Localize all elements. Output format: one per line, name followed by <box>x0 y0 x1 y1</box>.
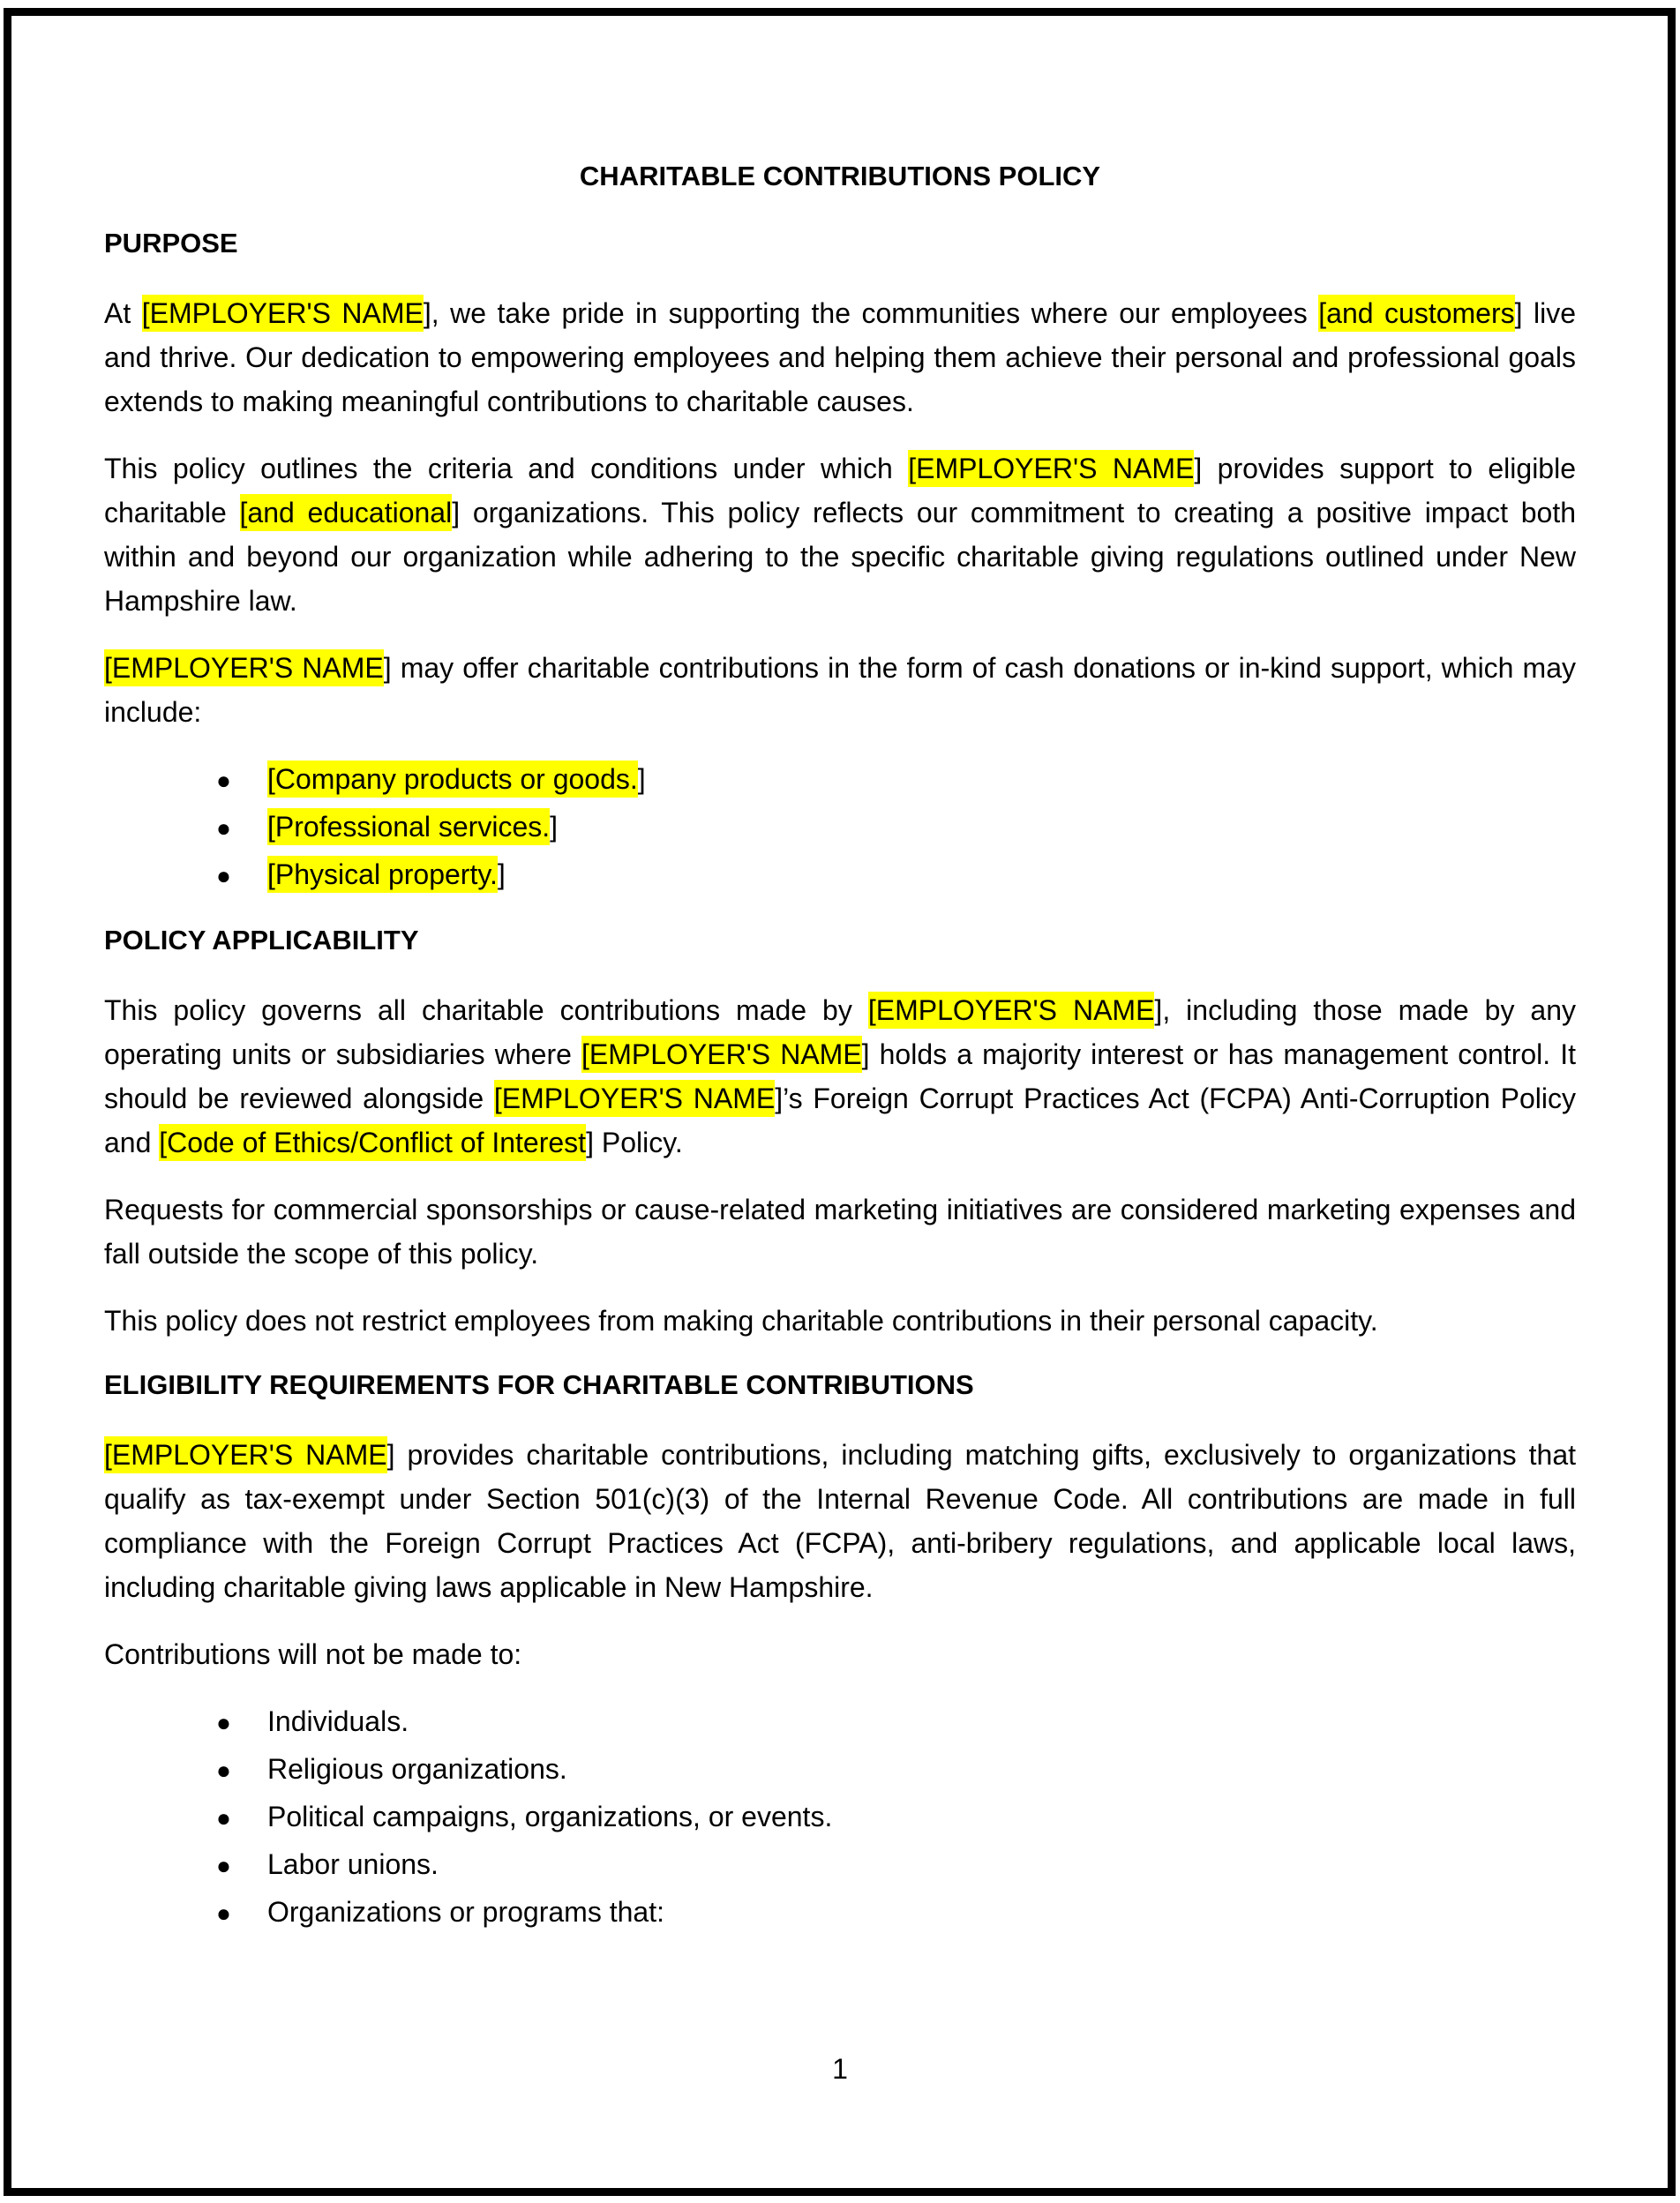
highlighted-text: [EMPLOYER'S NAME <box>868 992 1155 1029</box>
list-item-text <box>267 852 1576 896</box>
list-item-text: Individuals. <box>267 1705 409 1737</box>
list-item <box>104 852 1576 898</box>
paragraph-eligibility <box>104 1433 1576 1609</box>
highlighted-text: [and customers <box>1318 295 1514 332</box>
text-run: This policy governs all charitable contributions made by <box>104 994 868 1026</box>
highlighted-text: [Code of Ethics/Conflict of Interest <box>159 1124 586 1161</box>
text-run: ], we take pride in supporting the communities where our employees <box>423 297 1319 329</box>
list-item <box>104 757 1576 803</box>
heading-purpose: PURPOSE <box>104 228 238 259</box>
bullet-icon: ● <box>216 1852 231 1879</box>
exclusions-list <box>104 1699 1576 1936</box>
inkind-support-list <box>104 757 1576 898</box>
text-run: ] Policy. <box>586 1127 683 1158</box>
list-item <box>104 1699 1576 1745</box>
highlighted-text: [EMPLOYER'S NAME <box>142 295 424 332</box>
list-item <box>104 1795 1576 1840</box>
bullet-icon: ● <box>216 814 231 842</box>
text-run: Contributions will not be made to: <box>104 1638 522 1670</box>
list-item <box>104 1890 1576 1936</box>
heading-eligibility: ELIGIBILITY REQUIREMENTS FOR CHARITABLE CONTRIBUTIONS <box>104 1369 974 1400</box>
list-item <box>104 805 1576 850</box>
text-run: Requests for commercial sponsorships or cause-related marketing initiatives are considered marketing expenses and fall outside the scope of this policy. <box>104 1194 1576 1270</box>
document-content <box>104 161 1576 1939</box>
highlighted-text: [Professional services. <box>267 808 550 845</box>
text-run: At <box>104 297 142 329</box>
bullet-icon: ● <box>216 767 231 794</box>
list-item-text: Political campaigns, organizations, or events. <box>267 1801 833 1832</box>
list-item-text <box>267 805 1576 849</box>
list-item <box>104 1747 1576 1793</box>
bullet-icon: ● <box>216 1804 231 1832</box>
text-run: ], including those made by any operating units or subsidiaries where <box>104 994 1577 1070</box>
list-item-text: Organizations or programs that: <box>267 1896 664 1928</box>
highlighted-text: [Company products or goods. <box>267 761 638 798</box>
paragraph-purpose-intro <box>104 291 1576 423</box>
paragraph-exclusions-intro <box>104 1632 1576 1676</box>
bullet-icon: ● <box>216 862 231 889</box>
text-run: ] organizations. This policy reflects our commitment to creating a positive impact both within and beyond our organization while adhering to the specific charitable giving regulations outlined under New Hampshire law. <box>104 497 1577 617</box>
list-item-text: Religious organizations. <box>267 1753 567 1785</box>
bullet-icon: ● <box>216 1709 231 1736</box>
text-run: ] provides support to eligible charitable <box>104 453 1577 528</box>
text-run: This policy outlines the criteria and conditions under which <box>104 453 909 484</box>
bullet-icon: ● <box>216 1757 231 1784</box>
list-item-text <box>267 757 1576 801</box>
paragraph-governance <box>104 988 1576 1165</box>
highlighted-text: [Physical property. <box>267 856 498 893</box>
paragraph-personal-capacity <box>104 1299 1576 1343</box>
paragraph-contribution-forms <box>104 646 1576 734</box>
list-item <box>104 1842 1576 1888</box>
text-run: ] <box>637 763 646 795</box>
highlighted-text: [EMPLOYER'S NAME <box>494 1080 775 1117</box>
paragraph-sponsorships <box>104 1188 1576 1276</box>
text-run: ] live and thrive. Our dedication to empowering employees and helping them achieve their personal and professional goals extends to making meaningful contributions to charitable causes. <box>104 297 1577 417</box>
document-title: CHARITABLE CONTRIBUTIONS POLICY <box>579 161 1101 191</box>
text-run: ] <box>550 811 559 843</box>
highlighted-text: [EMPLOYER'S NAME <box>104 1436 387 1473</box>
page-number: 1 <box>832 2053 848 2085</box>
highlighted-text: [EMPLOYER'S NAME <box>581 1036 862 1073</box>
list-item-text: Labor unions. <box>267 1848 439 1880</box>
highlighted-text: [EMPLOYER'S NAME <box>908 450 1194 487</box>
text-run: ] <box>497 858 506 890</box>
heading-policy-applicability: POLICY APPLICABILITY <box>104 925 419 955</box>
text-run: ] holds a majority interest or has management control. It should be reviewed alongside <box>104 1038 1577 1114</box>
bullet-icon: ● <box>216 1900 231 1927</box>
text-run: This policy does not restrict employees from making charitable contributions in their personal capacity. <box>104 1305 1378 1337</box>
highlighted-text: [and educational <box>240 494 453 531</box>
highlighted-text: [EMPLOYER'S NAME <box>104 649 384 686</box>
paragraph-policy-outline <box>104 446 1576 623</box>
text-run: ] may offer charitable contributions in the form of cash donations or in-kind support, which may include: <box>104 652 1577 728</box>
text-run: ] provides charitable contributions, including matching gifts, exclusively to organizations that qualify as tax-exempt under Section 501(c)(3) of the Internal Revenue Code. All contributions are made in full compliance with the Foreign Corrupt Practices Act (FCPA), anti-bribery regulations, and applicable local laws, including charitable giving laws applicable in New Hampshire. <box>104 1439 1577 1603</box>
text-run: ]’s Foreign Corrupt Practices Act (FCPA) Anti-Corruption Policy and <box>104 1083 1577 1158</box>
